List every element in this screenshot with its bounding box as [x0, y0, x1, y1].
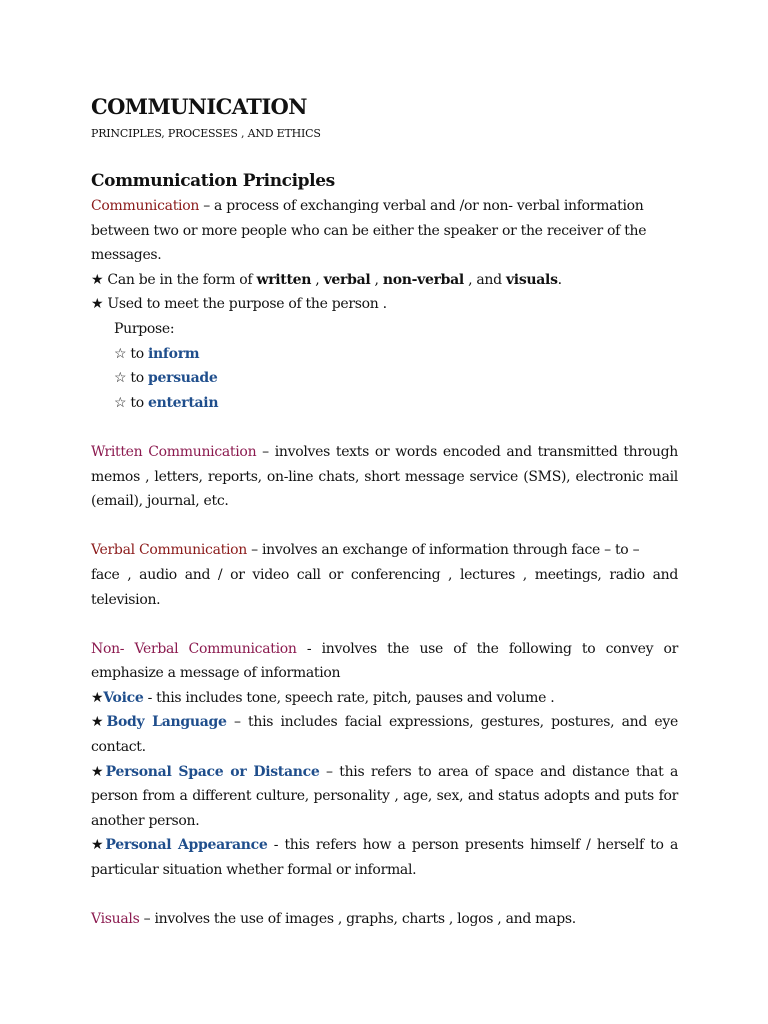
nonverbal-item — [91, 686, 678, 711]
spacer — [91, 514, 678, 539]
nonverbal-item-term: Body Language — [106, 714, 227, 731]
verbal-term: Verbal Communication — [91, 542, 247, 559]
nonverbal-item-text: – this refers to area of space and distance that a person from a different culture, personality , age, sex, and status adopts and puts for another person. — [91, 763, 678, 829]
forms-sep: , and — [463, 271, 506, 288]
outline-star-icon: ☆ — [114, 345, 127, 362]
written-text: – involves texts or words encoded and transmitted through memos , letters, reports, on-line chats, short message service (SMS), electronic mail (email), journal, etc. — [91, 443, 678, 510]
nonverbal-item — [91, 833, 678, 882]
section-heading: Communication Principles — [91, 171, 335, 191]
form-written: written — [256, 271, 312, 288]
nonverbal-item — [91, 710, 678, 759]
nonverbal-item-text: - this refers how a person presents himself / herself to a particular situation whether formal or informal. — [91, 837, 678, 879]
written-paragraph — [91, 440, 678, 514]
visuals-paragraph — [91, 907, 678, 932]
spacer — [91, 415, 678, 440]
nonverbal-item-term: Personal Appearance — [105, 837, 268, 854]
purpose-prefix: to — [126, 345, 149, 362]
definition-paragraph — [91, 194, 678, 268]
star-icon: ★ — [91, 837, 106, 854]
purpose-item — [91, 366, 678, 391]
visuals-text: – involves the use of images , graphs, charts , logos , and maps. — [139, 911, 576, 928]
nonverbal-paragraph — [91, 637, 678, 686]
verbal-text: – involves an exchange of information through face – to – — [246, 542, 640, 559]
nonverbal-item-term: Personal Space or Distance — [105, 763, 320, 780]
nonverbal-item-term: Voice — [103, 689, 144, 706]
forms-sep: , — [311, 271, 324, 288]
definition-term: Communication — [91, 198, 200, 214]
spacer — [91, 612, 678, 637]
nonverbal-term: Non- Verbal Communication — [91, 640, 297, 657]
visuals-term: Visuals — [91, 911, 140, 928]
document-title: COMMUNICATION — [91, 94, 307, 119]
written-term: Written Communication — [91, 443, 257, 460]
purpose-word: entertain — [148, 394, 219, 411]
form-visuals: visuals — [505, 271, 558, 288]
purpose-label: Purpose: — [114, 320, 175, 337]
star-icon: ★ — [91, 271, 104, 288]
purpose-prefix: to — [126, 394, 149, 411]
forms-prefix: Can be in the form of — [103, 271, 257, 288]
document-subtitle: PRINCIPLES, PROCESSES , AND ETHICS — [91, 127, 321, 140]
nonverbal-item-text: – this includes facial expressions, gestures, postures, and eye contact. — [91, 714, 678, 756]
star-icon: ★ — [91, 714, 107, 731]
purpose-item — [91, 342, 678, 367]
purpose-word: persuade — [148, 370, 218, 387]
purpose-word: inform — [148, 345, 200, 362]
outline-star-icon: ☆ — [114, 394, 127, 411]
spacer — [91, 883, 678, 908]
star-icon: ★ — [91, 689, 104, 706]
nonverbal-item-text: - this includes tone, speech rate, pitch, pauses and volume . — [143, 689, 555, 706]
purpose-bullet-text: Used to meet the purpose of the person . — [103, 296, 387, 313]
forms-sep: , — [370, 271, 383, 288]
document-body — [91, 194, 678, 932]
forms-bullet — [91, 268, 678, 293]
nonverbal-text: - involves the use of the following to convey or emphasize a message of information — [91, 640, 678, 682]
nonverbal-item — [91, 760, 678, 834]
star-icon: ★ — [91, 763, 106, 780]
verbal-paragraph-line1 — [91, 538, 678, 563]
purpose-item — [91, 391, 678, 416]
verbal-paragraph-line2: face , audio and / or video call or conferencing , lectures , meetings, radio and television. — [91, 566, 678, 608]
purpose-prefix: to — [126, 370, 149, 387]
star-icon: ★ — [91, 296, 104, 313]
purpose-bullet — [91, 292, 678, 317]
form-verbal: verbal — [323, 271, 371, 288]
definition-text: – a process of exchanging verbal and /or non- verbal information between two or more people who can be either the speaker or the receiver of the messages. — [91, 198, 647, 264]
forms-end: . — [557, 271, 562, 288]
form-non-verbal: non-verbal — [382, 271, 464, 288]
outline-star-icon: ☆ — [114, 370, 127, 387]
